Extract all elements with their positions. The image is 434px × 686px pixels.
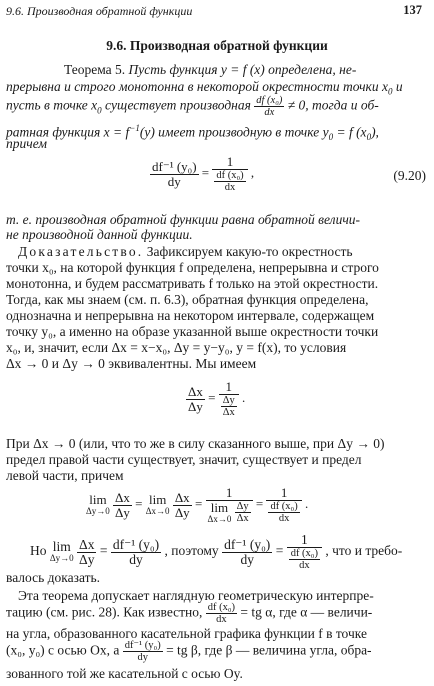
proof-line-2: точки x₀, на которой функция f определена, непрерывна и строго: [6, 260, 379, 275]
theorem-text: ),: [371, 124, 379, 140]
geom-text: Эта теорема допускает наглядную геометрическую интерпре-: [18, 588, 374, 603]
theorem-label: Теорема 5.: [64, 62, 126, 77]
geom-line-5: зованного той же касательной с осью Oy.: [6, 666, 243, 681]
proof-line-8: Δx → 0 и Δy → 0 эквивалентны. Мы имеем: [6, 356, 257, 371]
theorem-text: (y) имеет производную в точке y: [139, 124, 329, 140]
page-number: 137: [403, 3, 422, 17]
theorem-text: ратная функция x = f: [6, 124, 130, 140]
theorem-line-4: ратная функция $x = f^{-1}(y)$ имеет производную в точке $y_0 = f$ $(x_0)$,: [6, 123, 379, 143]
geom-text: тацию (см. рис. 28). Как известно,: [6, 604, 203, 620]
theorem-text: = f (x: [336, 124, 367, 140]
equation-limit: lim Δy→0 $\frac{\Delta x}{\Delta y}$ = lim Δx→0 $\frac{\Delta x}{\Delta y}$ = 1 lim Δx→0 $\frac{\Delta y}{\Delta x}$ = 1 df (x₀) dx .: [86, 485, 309, 524]
proof-text: , что и требо-: [325, 543, 403, 559]
theorem-line-1: [6, 62, 428, 78]
proof-line-13: валось доказать.: [6, 570, 101, 585]
proof-text: , поэтому: [164, 543, 219, 559]
theorem-text: и: [395, 79, 403, 94]
theorem-text: ≠ 0, тогда и об-: [287, 97, 379, 113]
conclusion-line-1: т. е. производная обратной функции равна обратной величи-: [6, 212, 361, 227]
theorem-line-5: причем: [6, 136, 47, 151]
theorem-text: прерывна и строго монотонна в некоторой окрестности точки x: [6, 79, 388, 94]
section-title: 9.6. Производная обратной функции: [106, 38, 328, 53]
geom-line-4: (x₀, y₀) с осью Ox, а $\frac{\text{df⁻¹ (y₀)}}{dy}$ = tg β, где β — величина угла, обра-: [6, 640, 372, 663]
geom-text: = tg β, где β — величина угла, обра-: [166, 642, 372, 658]
proof-heading: Доказательство.: [18, 244, 144, 259]
fraction-one-over-df: 1 df (x₀) dx: [212, 155, 247, 193]
geom-text: = tg α, где α — величи-: [240, 604, 373, 620]
equation-ratio: $\frac{\Delta x}{\Delta y}$ = 1 Δy Δx .: [188, 379, 246, 418]
proof-line-5: однозначна и непрерывна на некотором интервале, содержащем: [6, 308, 375, 323]
proof-line-6: точку y₀, а именно на образе указанной выше окрестности точки: [6, 324, 379, 339]
theorem-text: существует производная: [105, 97, 251, 113]
proof-line-12: Но lim Δy→0 $\frac{\Delta x}{\Delta y}$ = $\frac{\text{df⁻¹ (y₀)}}{dy}$ , поэтому $\frac{\text{df⁻¹ (y₀)}}{dy}$ = 1 df (x₀) dx , что и требо-: [30, 532, 403, 571]
proof-line-3: монотонна, и будем рассматривать f только на этой окрестности.: [6, 276, 379, 291]
proof-text: Зафиксируем какую-то окрестность: [146, 244, 353, 259]
theorem-line-3: пусть в точке $x_0$ существует производная $\frac{\text{df (x₀)}}{dx}$ ≠ 0, тогда и об-: [6, 95, 379, 118]
proof-line-11: левой части, причем: [6, 468, 124, 483]
geom-text: (x₀, y₀) с осью Ox, а: [6, 642, 120, 658]
theorem-text: Пусть функция y = f (x) определена, не-: [128, 62, 357, 77]
geom-line-3: на угла, образованного касательной графика функции f в точке: [6, 626, 367, 641]
running-header: 9.6. Производная обратной функции: [6, 4, 193, 18]
proof-line-1: [6, 244, 428, 260]
theorem-line-2: прерывна и строго монотонна в некоторой окрестности точки $x_0$ и: [6, 79, 403, 97]
theorem-text: пусть в точке x: [6, 97, 98, 113]
equation-number: (9.20): [393, 168, 426, 183]
equation-9-20: $\frac{\text{df⁻¹ (y₀)}}{dy}$ = 1 df (x₀) dx ,: [152, 154, 255, 193]
fraction-df-dx: $\frac{\text{df (x₀)}}{dx}$: [256, 95, 283, 118]
fraction-dfinv-dy: $\frac{\text{df⁻¹ (y₀)}}{dy}$: [152, 158, 197, 189]
geom-line-2: тацию (см. рис. 28). Как известно, $\frac{\text{df (x₀)}}{dx}$ = tg α, где α — величи-: [6, 602, 373, 625]
proof-line-4: Тогда, как мы знаем (см. п. 6.3), обратная функция определена,: [6, 292, 369, 307]
proof-text: Но: [30, 543, 47, 559]
conclusion-line-2: не производной данной функции.: [6, 227, 193, 242]
proof-line-9: При Δx → 0 (или, что то же в силу сказанного выше, при Δy → 0): [6, 436, 385, 451]
proof-line-7: x₀, и, значит, если Δx = x−x₀, Δy = y−y₀, y = f(x), то условия: [6, 340, 347, 355]
proof-line-10: предел правой части существует, значит, существует и предел: [6, 452, 362, 467]
